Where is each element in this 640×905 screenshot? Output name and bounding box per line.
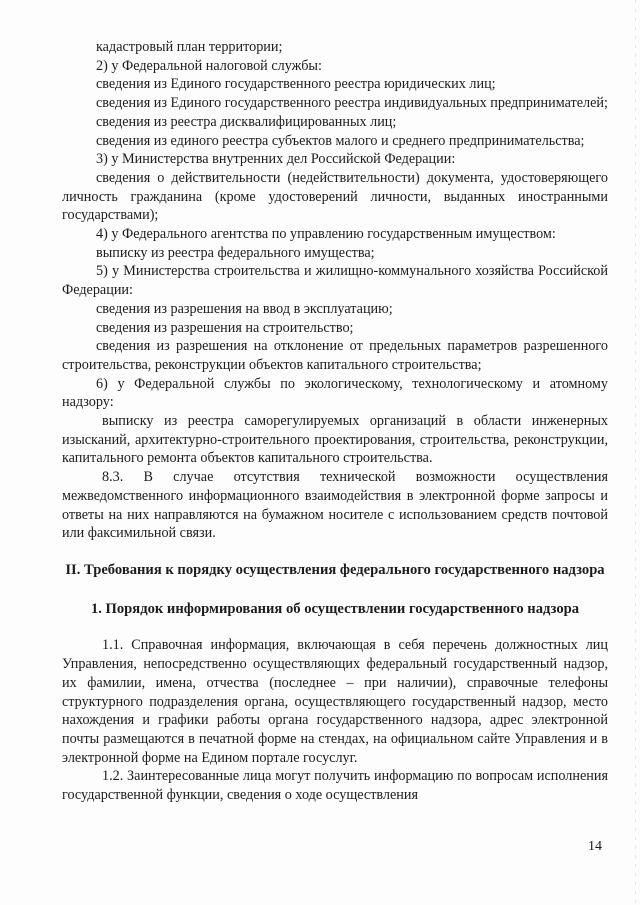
paragraph: выписку из реестра саморегулируемых организаций в области инженерных изысканий, архитектурно-строительного проектирования, строительства, реконструкции, капитального ремонта объектов капитального строительства. <box>62 413 608 467</box>
document-body <box>62 38 608 805</box>
paragraph: сведения из разрешения на отклонение от предельных параметров разрешенного строительства, реконструкции объектов капитального строительства; <box>62 338 608 373</box>
subsection-heading: 1. Порядок информирования об осуществлении государственного надзора <box>90 600 580 617</box>
paragraph: кадастровый план территории; <box>96 39 283 55</box>
paragraph: 1.1. Справочная информация, включающая в себя перечень должностных лиц Управления, непосредственно осуществляющих федеральный государственный надзор, их фамилии, имена, отчества (последнее – при наличии), справочные телефоны структурного подразделения органа, осуществляющего государственный надзор, место нахождения и графики работы органа государственного надзора, адрес электронной почты размещаются в печатной форме на стендах, на официальном сайте Управления и в электронной форме на Едином портале госуслуг. <box>62 637 608 766</box>
page-number: 14 <box>588 839 602 854</box>
paragraph: сведения из реестра дисквалифицированных лиц; <box>96 113 397 130</box>
paragraph: сведения из Единого государственного реестра индивидуальных предпринимателей; <box>96 95 608 112</box>
paragraph: сведения из единого реестра субъектов малого и среднего предпринимательства; <box>96 132 585 149</box>
paragraph: 1.2. Заинтересованные лица могут получить информацию по вопросам исполнения государственной функции, сведения о ходе осуществления <box>62 768 608 804</box>
section-heading: II. Требования к порядку осуществления федерального государственного надзора <box>65 561 605 578</box>
paragraph: 3) у Министерства внутренних дел Российской Федерации: <box>96 151 456 168</box>
paragraph: 2) у Федеральной налоговой службы: <box>96 57 322 74</box>
spacer <box>62 543 608 561</box>
paragraph: 4) у Федерального агентства по управлению государственным имуществом: <box>96 226 556 243</box>
paragraph: 5) у Министерства строительства и жилищно-коммунального хозяйства Российской Федерации: <box>62 263 608 299</box>
paragraph: сведения из Единого государственного реестра юридических лиц; <box>96 76 496 93</box>
paragraph: 6) у Федеральной службы по экологическому, технологическому и атомному надзору: <box>62 375 608 411</box>
paragraph: сведения из разрешения на ввод в эксплуатацию; <box>96 300 393 317</box>
paragraph: 8.3. В случае отсутствия технической возможности осуществления межведомственного информационного взаимодействия в электронной форме запросы и ответы на них направляются на бумажном носителе с использованием средств почтовой или факсимильной связи. <box>62 469 608 542</box>
scan-edge-artifact <box>635 0 636 905</box>
paragraph: выписку из реестра федерального имущества; <box>96 244 375 261</box>
paragraph: сведения из разрешения на строительство; <box>96 319 354 336</box>
paragraph: сведения о действительности (недействительности) документа, удостоверяющего личность гражданина (кроме удостоверений личности, выданных иностранными государствами); <box>62 169 608 224</box>
